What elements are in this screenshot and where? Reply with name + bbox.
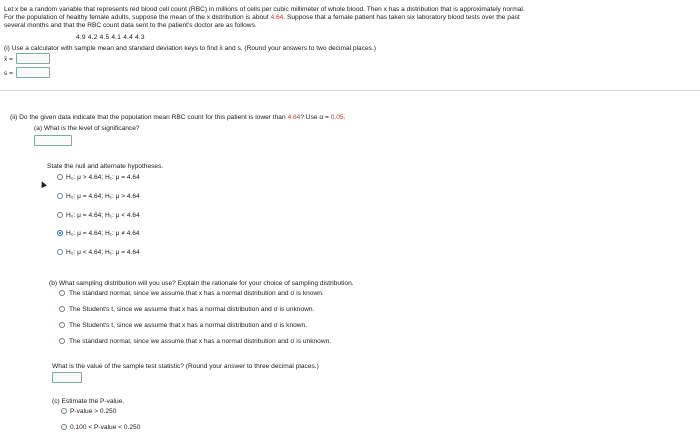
intro-line-2: For the population of healthy female adults, suppose the mean of the x distribution is about 4.64. Suppose that a female patient has taken six laboratory blood tests over the past: [4, 14, 520, 21]
part-b-question: (b) What sampling distribution will you use? Explain the rationale for your choice of sampling distribution.: [49, 280, 354, 287]
data-values: 4.9 4.2 4.5 4.1 4.4 4.3: [76, 34, 145, 41]
hypothesis-option-1[interactable]: H₀: μ = 4.64; H₁: μ > 4.64: [66, 193, 140, 200]
distribution-radio-1[interactable]: [59, 306, 65, 312]
part-i-prompt: (i) Use a calculator with sample mean and standard deviation keys to find x̄ and s. (Round your answers to two decimal places.): [4, 45, 376, 52]
section-divider: [0, 90, 700, 91]
pvalue-option-1[interactable]: 0.100 < P-value < 0.250: [70, 424, 141, 431]
mouse-cursor-icon: [39, 180, 47, 188]
hypothesis-option-4[interactable]: H₀: μ < 4.64; H₁: μ = 4.64: [66, 249, 140, 256]
s-input[interactable]: [16, 67, 50, 78]
hypothesis-radio-2[interactable]: [57, 212, 63, 218]
distribution-radio-2[interactable]: [59, 322, 65, 328]
s-label: s =: [4, 70, 13, 77]
part-ii-prompt: (ii) Do the given data indicate that the population mean RBC count for this patient is lower than 4.64? Use α = 0.05.: [10, 114, 346, 121]
distribution-option-2[interactable]: The Student's t, since we assume that x has a normal distribution and σ is known.: [69, 322, 308, 329]
xbar-input[interactable]: [16, 53, 50, 64]
population-mean: 4.64: [270, 14, 284, 21]
part-a-question: (a) What is the level of significance?: [34, 125, 140, 132]
test-statistic-input[interactable]: [52, 372, 82, 383]
hypothesis-radio-1[interactable]: [57, 193, 63, 199]
hypothesis-radio-3-selected[interactable]: [57, 230, 63, 236]
pvalue-radio-0[interactable]: [61, 408, 67, 414]
distribution-option-3[interactable]: The standard normal, since we assume that x has a normal distribution and σ is unknown.: [69, 338, 332, 345]
hypothesis-option-0[interactable]: H₀: μ > 4.64; H₁: μ = 4.64: [66, 174, 140, 181]
distribution-option-1[interactable]: The Student's t, since we assume that x has a normal distribution and σ is unknown.: [69, 306, 315, 313]
pvalue-option-0[interactable]: P-value > 0.250: [70, 408, 117, 415]
part-c-question: (c) Estimate the P-value.: [52, 398, 125, 405]
part-ii-mean: 4.64: [287, 114, 301, 121]
hypothesis-radio-0[interactable]: [57, 174, 63, 180]
hypothesis-radio-4[interactable]: [57, 249, 63, 255]
hypotheses-prompt: State the null and alternate hypotheses.: [47, 163, 164, 170]
hypothesis-option-2[interactable]: H₀: μ = 4.64; H₁: μ < 4.64: [66, 212, 140, 219]
intro-line-3: several months and that the RBC count data sent to the patient's doctor are as follows.: [4, 22, 257, 29]
intro-line-1: Let x be a random variable that represents red blood cell count (RBC) in millions of cells per cubic millimeter of whole blood. Then x has a distribution that is approximately normal.: [4, 6, 525, 13]
xbar-label: x̄ =: [4, 56, 13, 63]
distribution-radio-0[interactable]: [59, 290, 65, 296]
alpha-value: 0.05: [330, 114, 344, 121]
distribution-radio-3[interactable]: [59, 338, 65, 344]
significance-input[interactable]: [34, 135, 72, 146]
test-statistic-question: What is the value of the sample test statistic? (Round your answer to three decimal places.): [52, 363, 319, 370]
distribution-option-0[interactable]: The standard normal, since we assume that x has a normal distribution and σ is known.: [69, 290, 324, 297]
hypothesis-option-3[interactable]: H₀: μ = 4.64; H₁: μ ≠ 4.64: [66, 230, 140, 237]
pvalue-radio-1[interactable]: [61, 424, 67, 430]
